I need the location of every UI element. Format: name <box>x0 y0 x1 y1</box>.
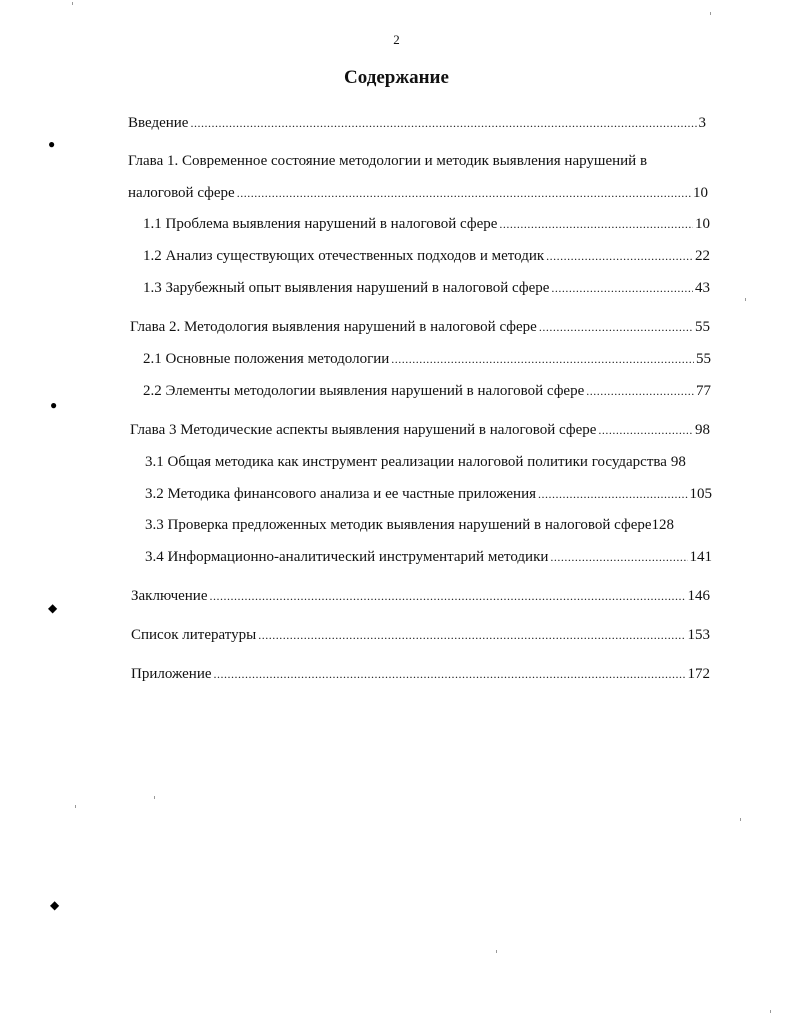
toc-entry-chapter-3[interactable] <box>130 420 710 440</box>
scan-speck <box>770 1010 771 1013</box>
binding-hole-mark: ● <box>48 137 56 151</box>
dot-leader <box>190 113 696 133</box>
toc-entry-page: 55 <box>696 351 711 367</box>
toc-entry-page: 55 <box>695 319 710 335</box>
toc-entry-label: 3.4 Информационно-аналитический инструментарий методики <box>145 549 549 565</box>
dot-leader <box>539 317 693 337</box>
toc-entry-label: 3.3 Проверка предложенных методик выявления нарушений в налоговой сфере <box>145 517 652 533</box>
dot-leader <box>210 586 686 606</box>
toc-entry-label: налоговой сфере <box>128 185 235 201</box>
toc-entry-page: 22 <box>695 248 710 264</box>
scan-speck <box>496 950 497 953</box>
dot-leader <box>214 664 686 684</box>
toc-entry-label: 2.2 Элементы методологии выявления нарушений в налоговой сфере <box>143 383 585 399</box>
binding-hole-mark: ◆ <box>48 601 58 615</box>
toc-entry-chapter-1[interactable] <box>128 183 708 203</box>
page-number: 2 <box>393 32 400 47</box>
dot-leader <box>551 278 693 298</box>
toc-entry-label: 1.3 Зарубежный опыт выявления нарушений в налоговой сфере <box>143 280 550 296</box>
toc-entry-page: 98 <box>670 454 686 470</box>
scan-speck <box>75 805 76 808</box>
toc-entry-page: 10 <box>693 185 708 201</box>
page-title: Содержание <box>344 67 449 88</box>
toc-entry-label: 3.2 Методика финансового анализа и ее частные приложения <box>145 486 537 502</box>
toc-entry-section-2-2[interactable] <box>143 381 711 401</box>
scan-speck <box>740 818 741 821</box>
binding-hole-mark: ● <box>50 398 58 412</box>
toc-entry-page: 10 <box>695 216 710 232</box>
toc-chapter-1-title-line[interactable]: Глава 1. Современное состояние методологии и методик выявления нарушений в <box>128 153 648 169</box>
toc-entry-bibliography[interactable] <box>131 625 710 645</box>
dot-leader <box>391 349 694 369</box>
toc-entry-label: 1.2 Анализ существующих отечественных подходов и методик <box>143 248 545 264</box>
toc-entry-conclusion[interactable] <box>131 586 710 606</box>
dot-leader <box>499 214 693 234</box>
scan-speck <box>154 796 155 799</box>
toc-entry-section-1-1[interactable] <box>143 214 710 234</box>
binding-hole-mark: ◆ <box>50 898 60 912</box>
dot-leader <box>546 246 693 266</box>
toc-entry-section-3-2[interactable] <box>145 484 712 504</box>
toc-entry-chapter-2[interactable] <box>130 317 710 337</box>
toc-entry-page: 77 <box>696 383 711 399</box>
toc-entry-page: 3 <box>698 115 706 131</box>
toc-entry-page: 105 <box>689 486 712 502</box>
scan-speck <box>710 12 711 15</box>
toc-entry-label: 1.1 Проблема выявления нарушений в налоговой сфере <box>143 216 498 232</box>
toc-entry-page: 98 <box>695 422 710 438</box>
toc-entry-appendix[interactable] <box>131 664 710 684</box>
toc-entry-label: 3.1 Общая методика как инструмент реализации налоговой политики государства <box>145 454 667 470</box>
toc-entry-introduction[interactable] <box>128 113 706 133</box>
toc-entry-page: 43 <box>695 280 710 296</box>
toc-entry-page: 128 <box>651 517 675 533</box>
dot-leader <box>598 420 693 440</box>
toc-entry-label: Список литературы <box>131 627 257 643</box>
toc-entry-page: 146 <box>687 588 710 604</box>
toc-entry-label: Введение <box>128 115 189 131</box>
toc-entry-label: 2.1 Основные положения методологии <box>143 351 390 367</box>
toc-entry-section-3-1[interactable] <box>145 452 727 472</box>
toc-entry-page: 172 <box>687 666 710 682</box>
dot-leader <box>258 625 685 645</box>
toc-entry-section-2-1[interactable] <box>143 349 711 369</box>
toc-entry-section-1-3[interactable] <box>143 278 710 298</box>
dot-leader <box>538 484 687 504</box>
toc-entry-page: 153 <box>687 627 710 643</box>
toc-entry-section-3-4[interactable] <box>145 547 712 567</box>
toc-entry-label: Заключение <box>131 588 208 604</box>
toc-entry-section-1-2[interactable] <box>143 246 710 266</box>
toc-entry-label: Глава 3 Методические аспекты выявления нарушений в налоговой сфере <box>130 422 597 438</box>
dot-leader <box>550 547 687 567</box>
dot-leader <box>586 381 694 401</box>
scan-speck <box>745 298 746 301</box>
scan-speck <box>72 2 73 5</box>
toc-entry-label: Приложение <box>131 666 212 682</box>
toc-entry-label: Глава 2. Методология выявления нарушений в налоговой сфере <box>130 319 537 335</box>
toc-entry-page: 141 <box>689 549 712 565</box>
dot-leader <box>237 183 691 203</box>
toc-entry-section-3-3[interactable] <box>145 515 713 535</box>
